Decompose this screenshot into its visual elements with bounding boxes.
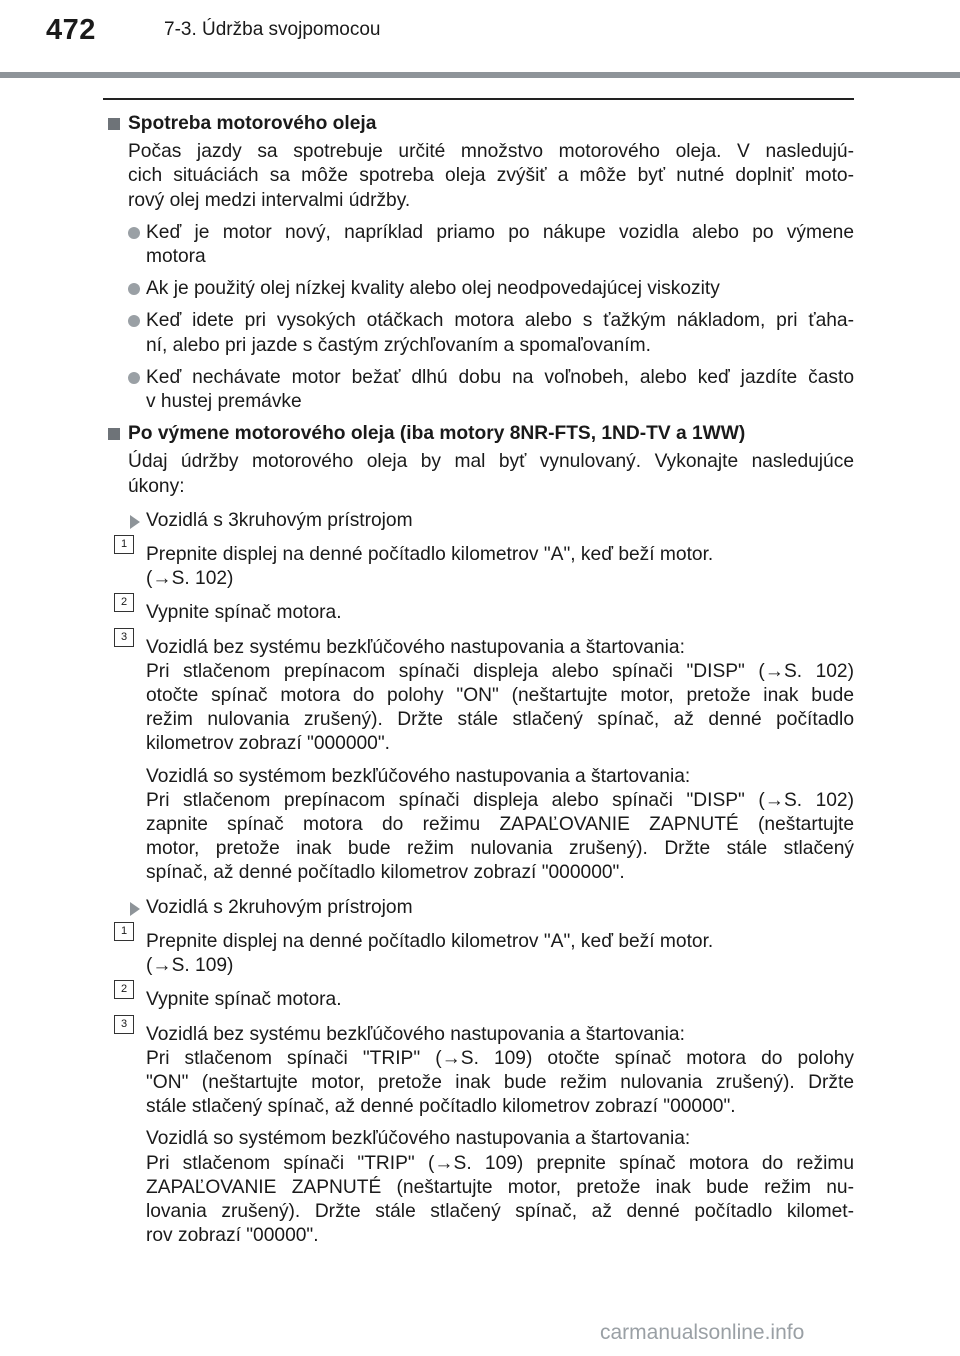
step-number-badge: 2 <box>114 980 134 999</box>
keyless-note <box>146 1127 854 1248</box>
text-line: v hustej premávke <box>146 391 302 413</box>
page-content <box>108 106 854 1248</box>
text-line: režim nulovania zrušený). Držte stále stlačený spínač, až denné počítadlo <box>146 709 854 731</box>
section-intro <box>128 140 854 213</box>
list-item <box>146 366 854 414</box>
page-header <box>0 0 960 78</box>
text-line: kilometrov zobrazí "000000". <box>146 733 390 755</box>
text-line: motora <box>146 246 206 268</box>
text-line: lovania zrušený). Držte stále stlačený spínač, až denné počítadlo kilomet- <box>146 1200 854 1222</box>
text-line: cich situáciách sa môže spotreba oleja zvýšiť a môže byť nutné doplniť moto- <box>128 165 854 187</box>
chapter-title: 7-3. Údržba svojpomocou <box>164 19 381 40</box>
step-item <box>120 596 854 625</box>
section-title-oil-change: Po výmene motorového oleja (iba motory 8NR-FTS, 1ND-TV a 1WW) <box>108 422 854 446</box>
text-line: "ON" (neštartujte motor, pretože inak bude režim nulovania zrušený). Držte <box>146 1071 854 1093</box>
text-line: Vypnite spínač motora. <box>146 989 342 1011</box>
text-line: Pri stlačenom spínači "TRIP" (→S. 109) prepnite spínač motora do režimu <box>146 1152 854 1174</box>
step-number-badge: 3 <box>114 1015 134 1034</box>
text-line: rový olej medzi intervalmi údržby. <box>128 189 411 211</box>
text-line: Vozidlá so systémom bezkľúčového nastupovania a štartovania: <box>146 1128 691 1150</box>
text-line: ZAPAĽOVANIE ZAPNUTÉ (neštartujte motor, pretože inak bude režim nu- <box>146 1176 854 1198</box>
text-line: Prepnite displej na denné počítadlo kilometrov "A", keď beží motor. <box>146 544 714 566</box>
step-item <box>120 1017 854 1120</box>
text-line: motor, pretože inak bude režim nulovania zrušený). Držte stále stlačený <box>146 838 854 860</box>
triangle-arrow-icon <box>130 515 140 529</box>
header-bar <box>0 72 960 78</box>
square-bullet-icon <box>108 118 120 130</box>
watermark: carmanualsonline.info <box>600 1321 805 1344</box>
text-line: Pri stlačenom prepínacom spínači displeja alebo spínači "DISP" (→S. 102) <box>146 660 854 682</box>
list-item <box>146 221 854 269</box>
keyless-note <box>146 765 854 886</box>
step-number-badge: 2 <box>114 593 134 612</box>
step-item <box>120 924 854 978</box>
text-line: (→S. 102) <box>146 568 234 590</box>
circle-bullet-icon <box>128 372 140 384</box>
list-item <box>146 309 854 357</box>
text-line: Prepnite displej na denné počítadlo kilometrov "A", keď beží motor. <box>146 930 714 952</box>
text-line: stále stlačený spínač, až denné počítadlo kilometrov zobrazí "00000". <box>146 1096 736 1118</box>
step-number-badge: 1 <box>114 922 134 941</box>
section-title-oil-consumption: Spotreba motorového oleja <box>108 112 854 136</box>
step-number-badge: 1 <box>114 535 134 554</box>
step-number-badge: 3 <box>114 628 134 647</box>
page-number: 472 <box>46 14 96 46</box>
text-line: Vozidlá bez systému bezkľúčového nastupovania a štartovania: <box>146 1023 685 1045</box>
text-line: otočte spínač motora do polohy "ON" (neštartujte motor, pretože inak bude <box>146 685 854 707</box>
vehicle-group-label: Vozidlá s 2kruhovým prístrojom <box>146 896 854 920</box>
text-line: spínač, až denné počítadlo kilometrov zobrazí "000000". <box>146 862 625 884</box>
text-line: (→S. 109) <box>146 955 234 977</box>
text-line: Údaj údržby motorového oleja by mal byť vynulovaný. Vykonajte nasledujúce <box>128 451 854 473</box>
text-line: Keď nechávate motor bežať dlhú dobu na voľnobeh, alebo keď jazdíte často <box>146 366 854 388</box>
circle-bullet-icon <box>128 315 140 327</box>
step-item <box>120 630 854 757</box>
text-line: Počas jazdy sa spotrebuje určité množstvo motorového oleja. V nasledujú- <box>128 141 854 163</box>
text-line: rov zobrazí "00000". <box>146 1225 319 1247</box>
circle-bullet-icon <box>128 227 140 239</box>
text-line: Pri stlačenom spínači "TRIP" (→S. 109) otočte spínač motora do polohy <box>146 1047 854 1069</box>
triangle-arrow-icon <box>130 902 140 916</box>
list-item <box>146 277 854 301</box>
vehicle-group-label: Vozidlá s 3kruhovým prístrojom <box>146 509 854 533</box>
text-line: Vypnite spínač motora. <box>146 602 342 624</box>
step-item <box>120 538 854 591</box>
text-line: Ak je použitý olej nízkej kvality alebo olej neodpovedajúcej viskozity <box>146 278 720 300</box>
section-intro <box>128 450 854 498</box>
step-item <box>120 983 854 1012</box>
text-line: Vozidlá so systémom bezkľúčového nastupovania a štartovania: <box>146 765 691 787</box>
text-line: Vozidlá bez systému bezkľúčového nastupovania a štartovania: <box>146 636 685 658</box>
square-bullet-icon <box>108 428 120 440</box>
text-line: úkony: <box>128 475 185 497</box>
text-line: Keď idete pri vysokých otáčkach motora alebo s ťažkým nákladom, pri ťaha- <box>146 310 854 332</box>
section-divider <box>103 98 854 100</box>
text-line: Keď je motor nový, napríklad priamo po nákupe vozidla alebo po výmene <box>146 221 854 243</box>
text-line: ní, alebo pri jazde s častým zrýchľovaním a spomaľovaním. <box>146 334 651 356</box>
text-line: Pri stlačenom prepínacom spínači displeja alebo spínači "DISP" (→S. 102) <box>146 789 854 811</box>
circle-bullet-icon <box>128 283 140 295</box>
text-line: zapnite spínač motora do režimu ZAPAĽOVANIE ZAPNUTÉ (neštartujte <box>146 814 854 836</box>
